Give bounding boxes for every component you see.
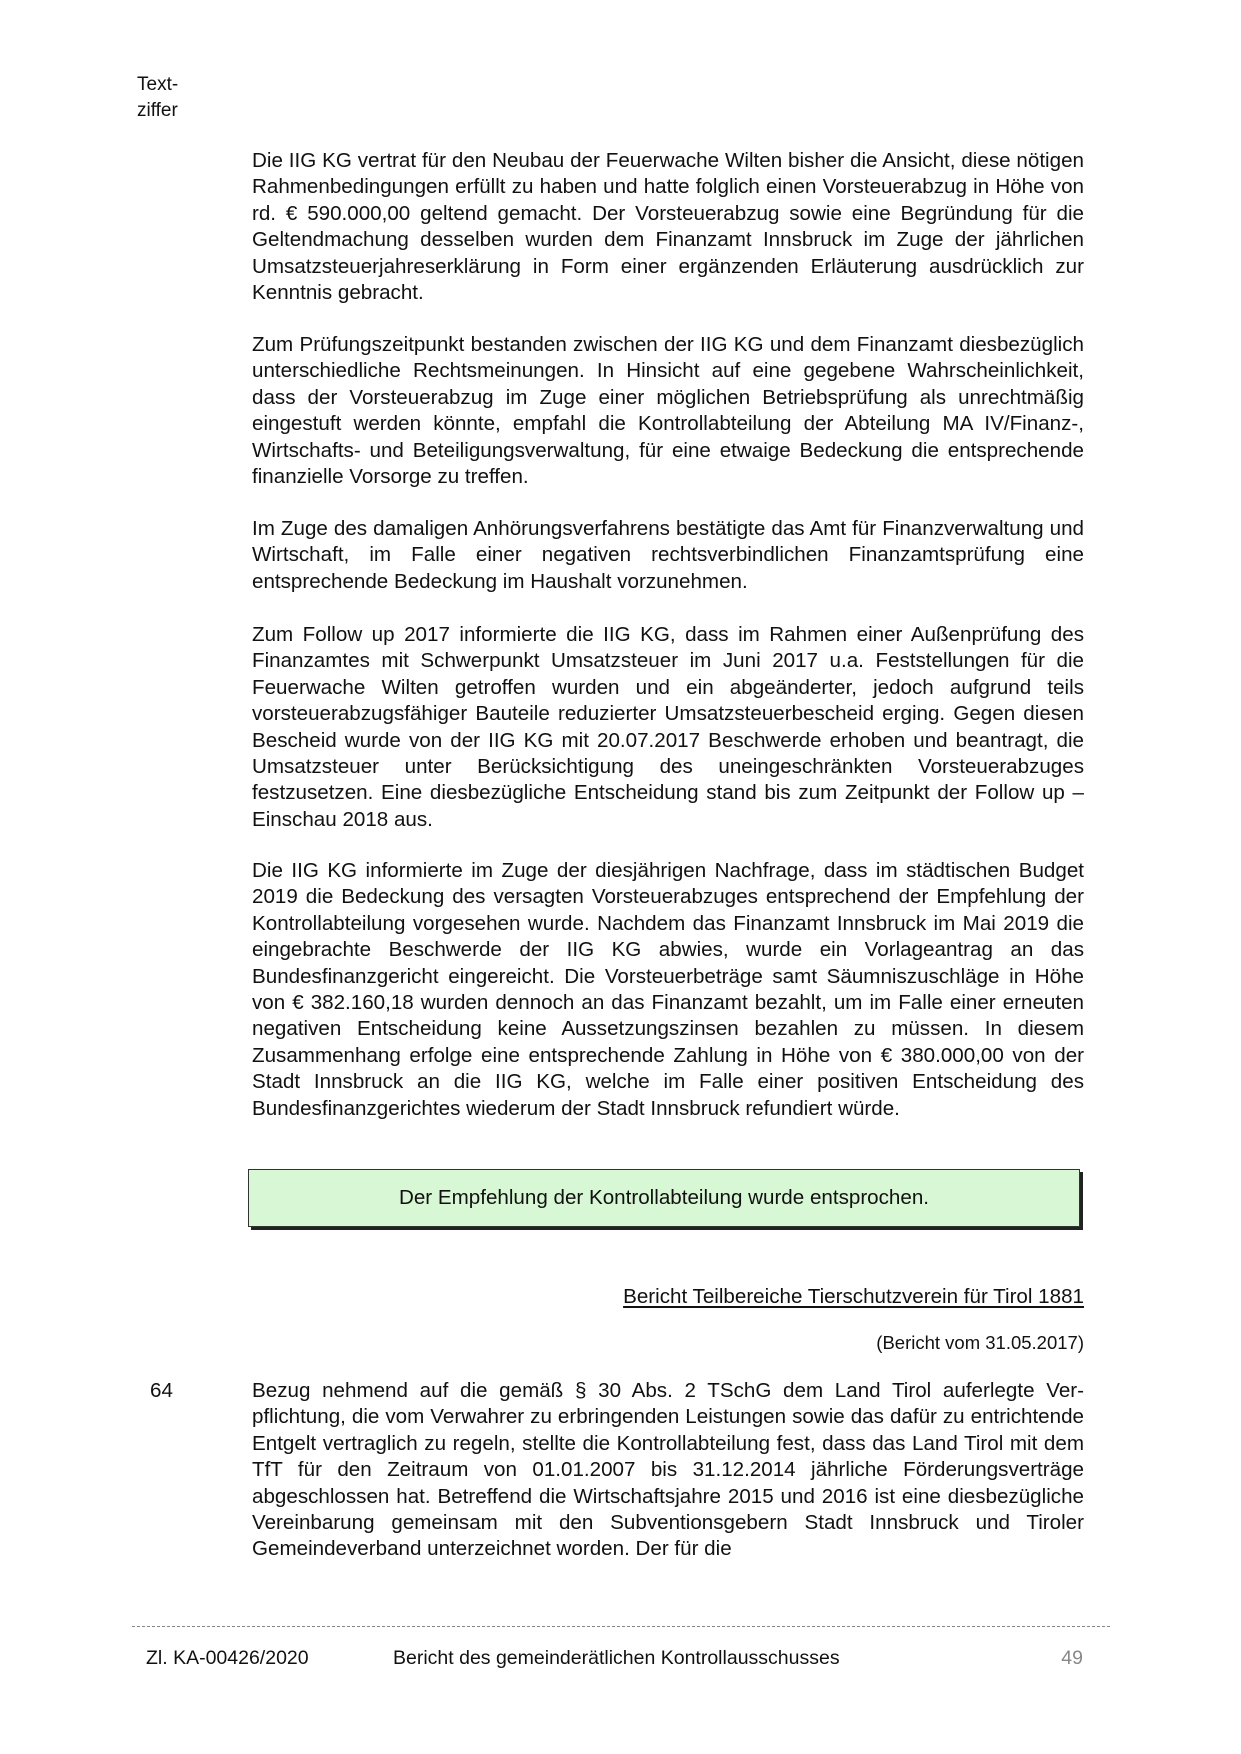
recommendation-box: [248, 1169, 1080, 1227]
footer-divider: [132, 1626, 1110, 1627]
footer-reference: Zl. KA-00426/2020: [146, 1647, 309, 1669]
footer-title: Bericht des gemeinderätlichen Kontrollausschusses: [393, 1647, 840, 1669]
textziffer-number: 64: [150, 1379, 173, 1402]
page-number: 49: [1061, 1647, 1083, 1669]
body-paragraph: Zum Prüfungszeitpunkt bestanden zwischen der IIG KG und dem Finanzamt diesbezüglich unterschiedliche Rechtsmeinungen. In Hinsicht auf eine gegebene Wahrscheinlichkeit, dass der Vorsteuerabzug im Zuge einer möglichen Betriebsprüfung als unrechtmäßig eingestuft werden könnte, empfahl die Kontrollabteilung der Abteilung MA IV/Finanz-, Wirtschafts- und Beteiligungsverwaltung, für eine etwaige Bedeckung die entsprechende finanzielle Vorsorge zu treffen.: [252, 333, 1084, 489]
body-paragraph: Zum Follow up 2017 informierte die IIG KG, dass im Rahmen einer Außenprüfung des Finanzamtes mit Schwerpunkt Umsatzsteuer im Juni 2017 u.a. Feststellungen für die Feuerwache Wilten getroffen wurden und ein abgeänderter, jedoch aufgrund teils vorsteuerabzugsfähiger Bauteile reduzierter Umsatzsteuerbescheid erging. Gegen diesen Bescheid wurde von der IIG KG mit 20.07.2017 Beschwerde erhoben und beantragt, die Umsatzsteuer unter Berücksichtigung des uneingeschränkten Vorsteuerabzuges festzusetzen. Eine diesbezügliche Entscheidung stand bis zum Zeitpunkt der Follow up – Einschau 2018 aus.: [252, 623, 1084, 831]
margin-label-textziffer: [137, 72, 178, 124]
recommendation-text: Der Empfehlung der Kontrollabteilung wurde entsprochen.: [398, 1186, 930, 1209]
section-title: Bericht Teilbereiche Tierschutzverein für Tirol 1881: [623, 1285, 1084, 1308]
margin-label-line2: ziffer: [137, 100, 178, 121]
body-paragraph: Die IIG KG vertrat für den Neubau der Feuerwache Wilten bisher die Ansicht, diese nötigen Rahmenbedingungen erfüllt zu haben und hatte folglich einen Vorsteuerabzug in Höhe von rd. € 590.000,00 geltend gemacht. Der Vorsteuerabzug sowie eine Begründung für die Geltendmachung desselben wurden dem Finanzamt Innsbruck im Zuge der jährlichen Umsatzsteuerjahreserklärung in Form einer ergänzenden Erläuterung ausdrücklich zur Kenntnis gebracht.: [252, 149, 1084, 305]
section-paragraph: Bezug nehmend auf die gemäß § 30 Abs. 2 TSchG dem Land Tirol auferlegte Verpflichtung, die vom Verwahrer zu erbringenden Leistungen sowie das dafür zu entrichtende Entgelt vertraglich zu regeln, stellte die Kontrollabteilung fest, dass das Land Tirol mit dem TfT für den Zeitraum von 01.01.2007 bis 31.12.2014 jährliche Förderungsverträge abgeschlossen hat. Betreffend die Wirtschaftsjahre 2015 und 2016 ist eine diesbezügliche Vereinbarung gemeinsam mit den Subventionsgebern Stadt Innsbruck und Tiroler Gemeindeverband unterzeichnet worden. Der für die: [252, 1379, 1084, 1561]
body-paragraph: Im Zuge des damaligen Anhörungsverfahrens bestätigte das Amt für Finanzverwaltung und Wirtschaft, im Falle einer negativen rechtsverbindlichen Finanzamtsprüfung eine entsprechende Bedeckung im Haushalt vorzunehmen.: [252, 517, 1084, 593]
margin-label-line1: Text-: [137, 74, 179, 95]
body-paragraph: Die IIG KG informierte im Zuge der diesjährigen Nachfrage, dass im städtischen Budget 2019 die Bedeckung des versagten Vorsteuerabzuges entsprechend der Empfehlung der Kontrollabteilung vorgesehen wurde. Nachdem das Finanzamt Innsbruck im Mai 2019 die eingebrachte Beschwerde der IIG KG abwies, wurde ein Vorlageantrag an das Bundesfinanzgericht eingereicht. Die Vorsteuerbeträge samt Säumniszuschläge in Höhe von € 382.160,18 wurden dennoch an das Finanzamt bezahlt, um im Falle einer erneuten negativen Entscheidung keine Aussetzungszinsen bezahlen zu müssen. In diesem Zusammenhang erfolge eine entsprechende Zahlung in Höhe von € 380.000,00 von der Stadt Innsbruck an die IIG KG, welche im Falle einer positiven Entscheidung des Bundesfinanzgerichtes wiederum der Stadt Innsbruck refundiert würde.: [252, 859, 1084, 1120]
section-report-date: (Bericht vom 31.05.2017): [876, 1332, 1084, 1353]
